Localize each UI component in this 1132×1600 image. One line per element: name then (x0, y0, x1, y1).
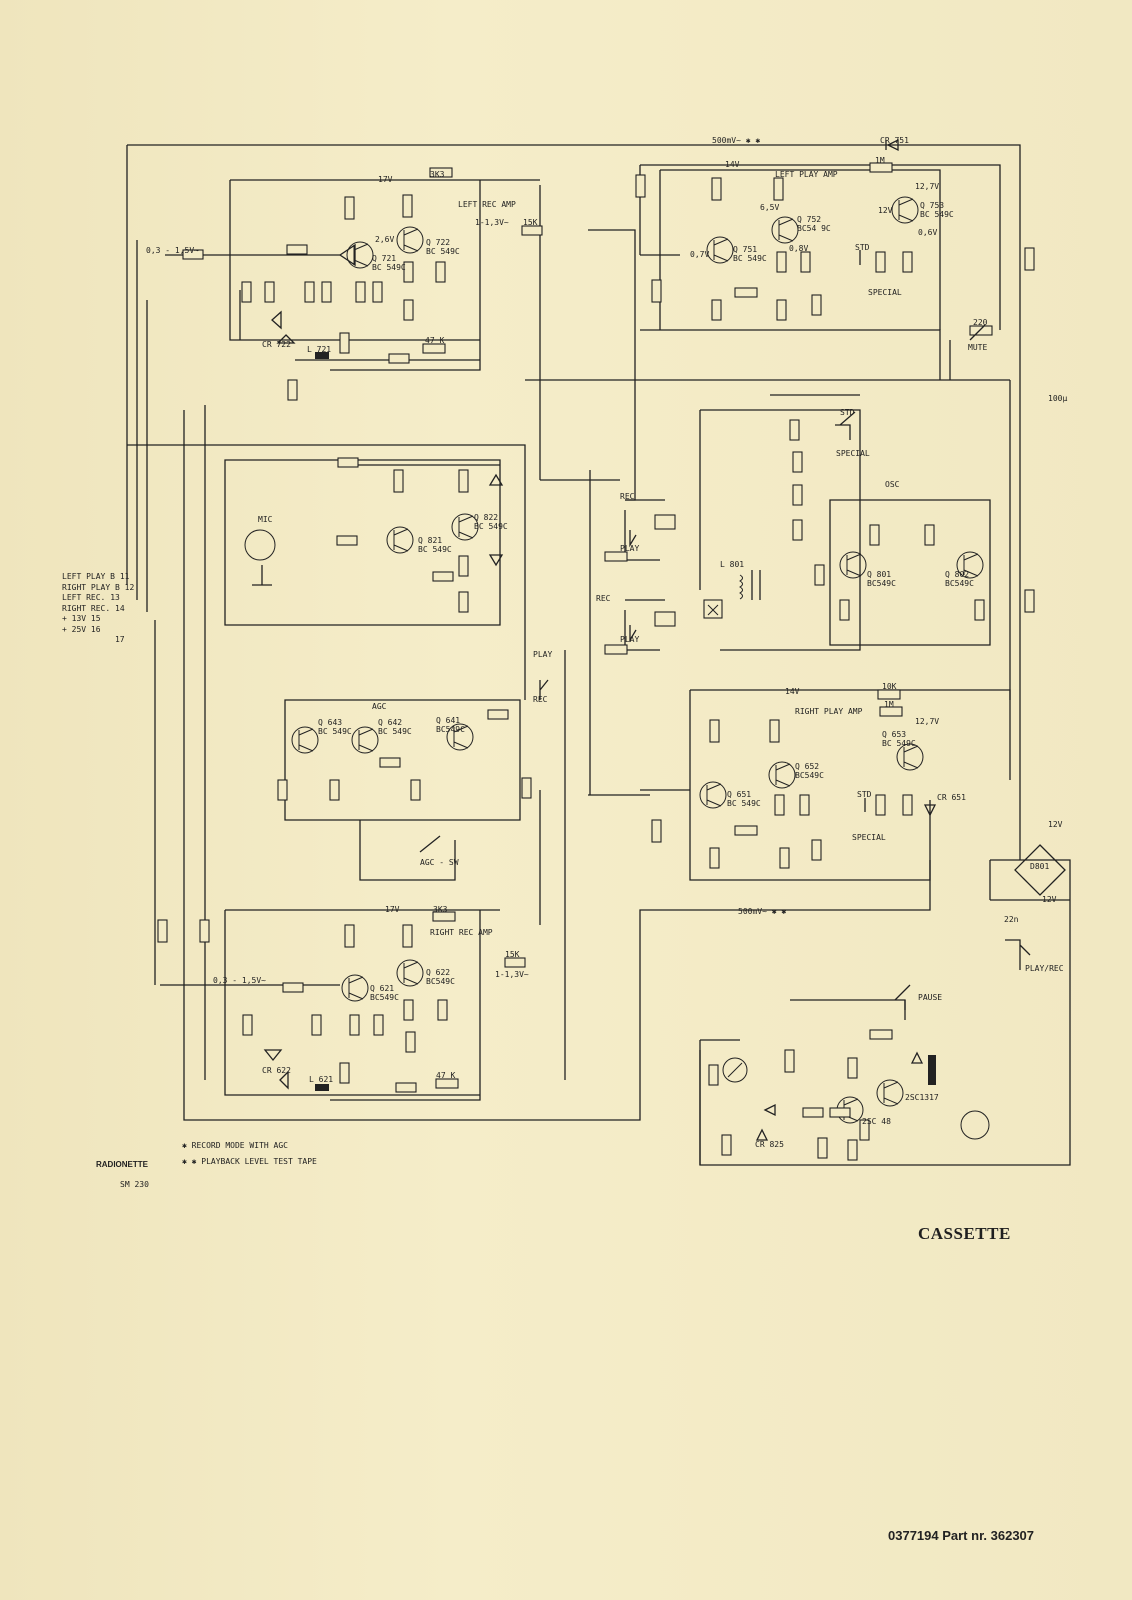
label-special-top: SPECIAL (836, 449, 870, 458)
value-1-13v-left: 1-1,3V~ (475, 218, 509, 227)
value-14v-left: 14V (725, 160, 740, 169)
label-mic: MIC (258, 515, 273, 524)
value-08v-left: 0,8V (789, 244, 809, 253)
label-agc: AGC (372, 702, 387, 711)
value-r762: 1M (875, 156, 885, 165)
transistor-q643: Q 643 BC 549C (318, 718, 352, 736)
diode-cr751: CR 751 (880, 136, 909, 145)
part-number: 0377194 Part nr. 362307 (888, 1528, 1035, 1543)
transistor-q621: Q 621 BC549C (370, 984, 399, 1002)
value-r737: 15K (523, 218, 538, 227)
label-rec-switch: REC (533, 695, 548, 704)
value-12v-left: 12V (878, 206, 893, 215)
diode-cr722: CR 722 (262, 340, 291, 349)
value-r734: 47 K (425, 336, 445, 345)
page-title: CASSETTE (918, 1224, 1011, 1243)
label-special-right-play: SPECIAL (852, 833, 886, 842)
value-r736: 3K3 (430, 170, 445, 179)
transistor-q721: Q 721 BC 549C (372, 254, 406, 272)
transistor-q653: Q 653 BC 549C (882, 730, 916, 748)
pin-14: RIGHT REC. 14 (62, 603, 125, 613)
pin-15: + 13V 15 (62, 614, 101, 623)
label-osc: OSC (885, 480, 900, 489)
value-65v-left: 6,5V (760, 203, 780, 212)
transistor-q752: Q 752 BC54 9C (797, 215, 831, 233)
label-play-switch: PLAY (533, 650, 553, 659)
label-mute: MUTE (968, 343, 988, 352)
label-pause: PAUSE (918, 993, 943, 1002)
transistor-q822: Q 822 BC 549C (474, 513, 508, 531)
label-left-play-amp: LEFT PLAY AMP (775, 170, 838, 179)
brand-logo: RADIONETTE (96, 1160, 148, 1169)
right-play-amp-section (652, 590, 1034, 868)
mic-preamp-section (225, 458, 502, 625)
coil-l801: L 801 (720, 560, 745, 569)
transistor-q651: Q 651 BC 549C (727, 790, 761, 808)
label-rec-b: REC (596, 594, 611, 603)
coil-l621: L 621 (309, 1075, 334, 1084)
value-03v-left: 0,3 - 1,5V~ (146, 246, 199, 255)
pin-16: + 25V 16 (62, 624, 101, 634)
diode-cr622: CR 622 (262, 1066, 291, 1075)
value-17v-left: 17V (378, 175, 393, 184)
transistor-q753: Q 753 BC 549C (920, 201, 954, 219)
label-rec-a: REC (620, 492, 635, 501)
model-number: SM 230 (120, 1180, 149, 1189)
transistor-2sc1317: 2SC1317 (905, 1093, 939, 1102)
label-left-rec-amp: LEFT REC AMP (458, 200, 516, 209)
transistor-2sc48: 2SC 48 (862, 1117, 891, 1126)
value-06v-left: 0,6V (918, 228, 938, 237)
diode-cr651: CR 651 (937, 793, 966, 802)
coil-l721: L 721 (307, 345, 332, 354)
label-play-b: PLAY (620, 635, 640, 644)
right-rec-amp-section (158, 910, 525, 1100)
diode-cr1: CR 825 (755, 1140, 784, 1149)
label-play-a: PLAY (620, 544, 640, 553)
value-r662: 1M (884, 700, 894, 709)
transistor-q821: Q 821 BC 549C (418, 536, 452, 554)
transistor-q622: Q 622 BC549C (426, 968, 455, 986)
connector-pins (62, 572, 134, 646)
pin-11: LEFT PLAY B 11 (62, 572, 130, 581)
value-c644: 22n (1004, 915, 1019, 924)
transistor-q801: Q 801 BC549C (867, 570, 896, 588)
bridge-d801: D801 (1030, 862, 1050, 871)
value-r636: 3K3 (433, 905, 448, 914)
value-26v-left: 2,6V (375, 235, 395, 244)
transistor-q802: Q 802 BC549C (945, 570, 974, 588)
value-r637: 15K (505, 950, 520, 959)
value-r634: 47 K (436, 1071, 456, 1080)
transistor-q642: Q 642 BC 549C (378, 718, 412, 736)
value-r660: 10K (882, 682, 897, 691)
value-07v-left: 0,7V (690, 250, 710, 259)
label-std-right-play: STD (857, 790, 872, 799)
value-12v-bridge-top: 12V (1048, 820, 1063, 829)
value-r765: 220 (973, 318, 988, 327)
oscillator-section (704, 412, 990, 645)
transistor-q652: Q 652 BC549C (795, 762, 824, 780)
footnote-playback-test: ✱ ✱ PLAYBACK LEVEL TEST TAPE (182, 1157, 317, 1166)
value-17v-right: 17V (385, 905, 400, 914)
label-play-rec: PLAY/REC (1025, 964, 1064, 973)
label-level-top: 500mV~ ✱ ✱ (712, 136, 761, 145)
footnote-record-agc: ✱ RECORD MODE WITH AGC (182, 1141, 288, 1150)
value-12v-bridge-bottom: 12V (1042, 895, 1057, 904)
label-special-left-play: SPECIAL (868, 288, 902, 297)
label-right-rec-amp: RIGHT REC AMP (430, 928, 493, 937)
label-agc-sw: AGC - SW (420, 858, 459, 867)
pin-17: 17 (114, 635, 125, 644)
label-std-top: STD (840, 408, 855, 417)
value-1-13v-right: 1-1,3V~ (495, 970, 529, 979)
pin-13: LEFT REC. 13 (62, 593, 120, 602)
value-14v-right: 14V (785, 687, 800, 696)
label-level-bottom: 500mV~ ✱ ✱ (738, 907, 787, 916)
value-127v-right: 12,7V (915, 717, 940, 726)
transistor-q751: Q 751 BC 549C (733, 245, 767, 263)
value-127v-left: 12,7V (915, 182, 940, 191)
label-std-left-play: STD (855, 243, 870, 252)
pin-12: RIGHT PLAY B 12 (62, 582, 135, 592)
label-right-play-amp: RIGHT PLAY AMP (795, 707, 863, 716)
value-c758: 100μ (1048, 394, 1068, 403)
transistor-q641: Q 641 BC549C (436, 716, 465, 734)
transistor-q722: Q 722 BC 549C (426, 238, 460, 256)
value-03v-right: 0,3 - 1,5V~ (213, 976, 266, 985)
